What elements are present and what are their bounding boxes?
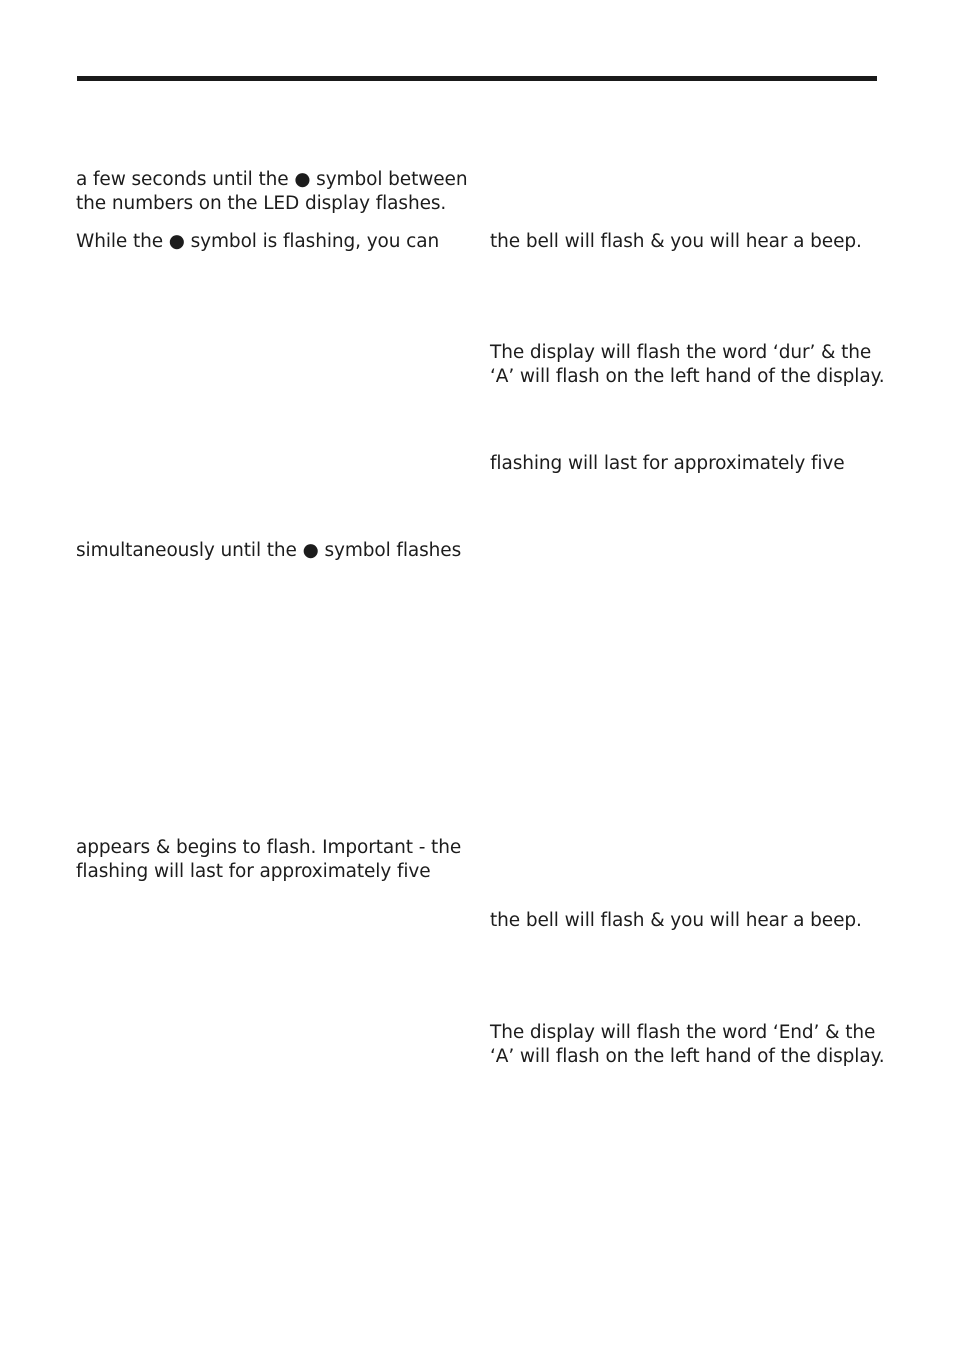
text-line: simultaneously until the ● symbol flashes	[76, 540, 462, 561]
right-paragraph-2	[490, 341, 885, 389]
left-paragraph-4	[76, 836, 461, 884]
right-paragraph-1	[490, 230, 862, 254]
left-paragraph-3	[76, 539, 461, 563]
header-rule	[77, 76, 877, 81]
text-line: the numbers on the LED display flashes.	[76, 193, 447, 214]
text-line: flashing will last for approximately five	[76, 861, 431, 882]
text-line: ‘A’ will flash on the left hand of the display.	[490, 366, 885, 387]
right-paragraph-5	[490, 1021, 885, 1069]
text-line: flashing will last for approximately five	[490, 453, 845, 474]
text-line: ‘A’ will flash on the left hand of the display.	[490, 1046, 885, 1067]
text-line: The display will flash the word ‘End’ & the	[490, 1022, 876, 1043]
text-line: appears & begins to flash. Important - the	[76, 837, 462, 858]
text-line: a few seconds until the ● symbol between	[76, 169, 468, 190]
left-paragraph-1	[76, 168, 467, 216]
left-paragraph-2	[76, 230, 439, 254]
text-line: the bell will flash & you will hear a beep.	[490, 910, 862, 931]
text-line: While the ● symbol is flashing, you can	[76, 231, 440, 252]
text-line: The display will flash the word ‘dur’ & the	[490, 342, 872, 363]
right-paragraph-4	[490, 909, 862, 933]
text-line: the bell will flash & you will hear a beep.	[490, 231, 862, 252]
right-paragraph-3	[490, 452, 845, 476]
